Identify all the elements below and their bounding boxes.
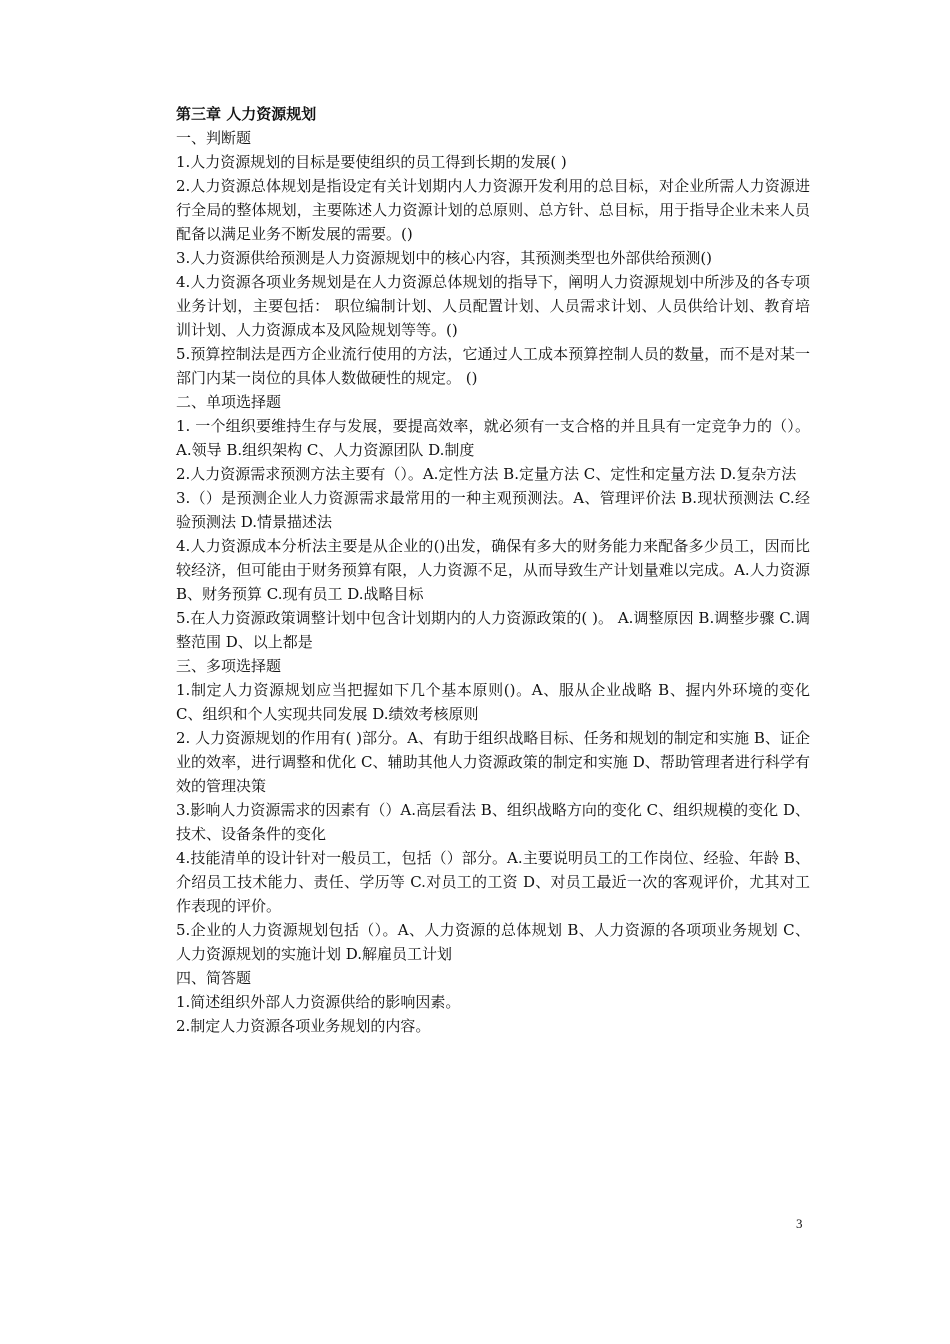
question-item: 1. 一个组织要维持生存与发展，要提高效率，就必须有一支合格的并且具有一定竞争力的（）。A.领导 B.组织架构 C、人力资源团队 D.制度 (176, 417, 810, 459)
question-item: 4.人力资源各项业务规划是在人力资源总体规划的指导下，阐明人力资源规划中所涉及的各专项业务计划，主要包括： 职位编制计划、人员配置计划、人员需求计划、人员供给计划、教育培训计划、人力资源成本及风险规划等等。() (176, 273, 810, 339)
question-item: 3.人力资源供给预测是人力资源规划中的核心内容，其预测类型也外部供给预测() (176, 249, 713, 267)
section-heading: 一、判断题 (176, 129, 252, 147)
section-heading: 二、单项选择题 (176, 393, 282, 411)
section-true-false (176, 126, 810, 390)
question-item: 5.企业的人力资源规划包括（）。A、人力资源的总体规划 B、人力资源的各项项业务规划 C、人力资源规划的实施计划 D.解雇员工计划 (176, 921, 810, 963)
question-item: 4.技能清单的设计针对一般员工，包括（）部分。A.主要说明员工的工作岗位、经验、年龄 B、介绍员工技术能力、责任、学历等 C.对员工的工资 D、对员工最近一次的客观评价，尤其对工作表现的评价。 (176, 849, 810, 915)
section-heading: 四、简答题 (176, 969, 252, 987)
chapter-title: 第三章 人力资源规划 (176, 105, 317, 123)
section-short-answer (176, 966, 810, 1038)
question-item: 3.影响人力资源需求的因素有（）A.高层看法 B、组织战略方向的变化 C、组织规模的变化 D、技术、设备条件的变化 (176, 801, 810, 843)
page-number: 3 (796, 1216, 803, 1231)
question-item: 2.制定人力资源各项业务规划的内容。 (176, 1017, 431, 1035)
question-item: 1.简述组织外部人力资源供给的影响因素。 (176, 993, 461, 1011)
question-item: 3.（）是预测企业人力资源需求最常用的一种主观预测法。A、管理评价法 B.现状预测法 C.经验预测法 D.情景描述法 (176, 489, 810, 531)
question-item: 4.人力资源成本分析法主要是从企业的()出发，确保有多大的财务能力来配备多少员工，因而比较经济，但可能由于财务预算有限，人力资源不足，从而导致生产计划量难以完成。A.人力资源 B、财务预算 C.现有员工 D.战略目标 (176, 537, 810, 603)
section-single-choice (176, 390, 810, 654)
question-item: 2.人力资源总体规划是指设定有关计划期内人力资源开发利用的总目标，对企业所需人力资源进行全局的整体规划，主要陈述人力资源计划的总原则、总方针、总目标，用于指导企业未来人员配备以满足业务不断发展的需要。() (176, 177, 810, 243)
document-body (176, 102, 810, 1038)
section-multiple-choice (176, 654, 810, 966)
question-item: 1.人力资源规划的目标是要使组织的员工得到长期的发展( ) (176, 153, 567, 171)
question-item: 5.在人力资源政策调整计划中包含计划期内的人力资源政策的( )。 A.调整原因 B.调整步骤 C.调整范围 D、以上都是 (176, 609, 810, 651)
question-item: 2. 人力资源规划的作用有( )部分。A、有助于组织战略目标、任务和规划的制定和实施 B、证企业的效率，进行调整和优化 C、辅助其他人力资源政策的制定和实施 D、帮助管理者进行科学有效的管理决策 (176, 729, 810, 795)
question-item: 1.制定人力资源规划应当把握如下几个基本原则()。A、服从企业战略 B、握内外环境的变化 C、组织和个人实现共同发展 D.绩效考核原则 (176, 681, 810, 723)
section-heading: 三、多项选择题 (176, 657, 282, 675)
question-item: 2.人力资源需求预测方法主要有（）。A.定性方法 B.定量方法 C、定性和定量方法 D.复杂方法 (176, 465, 797, 483)
question-item: 5.预算控制法是西方企业流行使用的方法，它通过人工成本预算控制人员的数量，而不是对某一部门内某一岗位的具体人数做硬性的规定。 () (176, 345, 810, 387)
